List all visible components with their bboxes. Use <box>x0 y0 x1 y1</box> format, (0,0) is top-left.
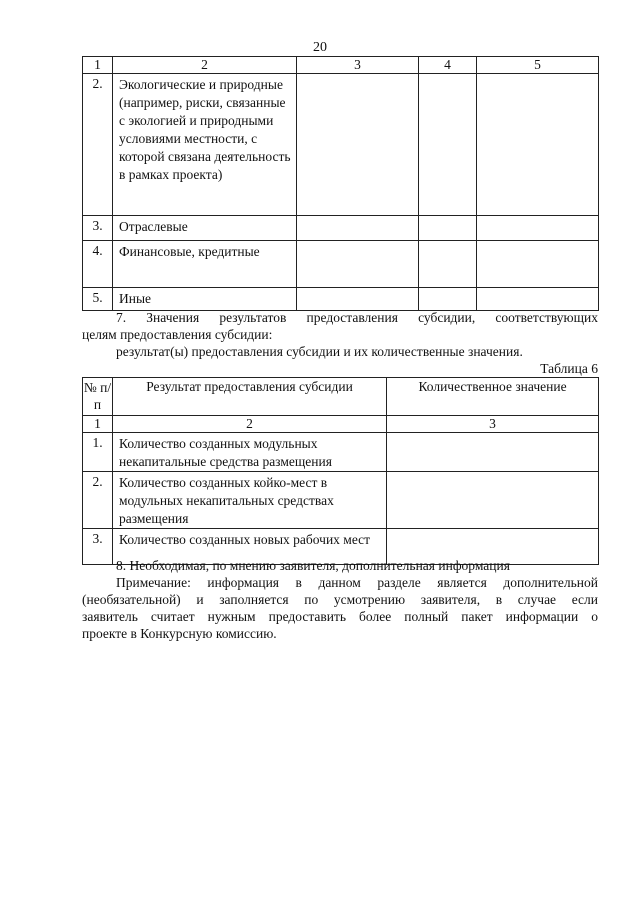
empty-cell <box>477 216 599 241</box>
row-number: 2. <box>83 74 113 216</box>
empty-cell <box>419 216 477 241</box>
col-header-result: Результат предоставления субсидии <box>113 378 387 416</box>
empty-cell <box>297 74 419 216</box>
table-row <box>83 288 599 311</box>
page-number: 20 <box>313 40 327 55</box>
section-7-text-cont: целям предоставления субсидии: <box>82 327 273 342</box>
column-number: 1 <box>83 416 113 433</box>
result-name: Количество созданных койко-мест в модульных некапитальных средствах размещения <box>113 472 387 529</box>
empty-cell <box>419 74 477 216</box>
empty-cell <box>297 216 419 241</box>
note-text: проекте в Конкурсную комиссию. <box>82 626 277 641</box>
header-cell: 1 <box>83 57 113 74</box>
risk-name: Экологические и природные (например, риски, связанные с экологией и природными условиями местности, с которой связана деятельность в рамках проекта) <box>113 74 297 216</box>
header-cell: 3 <box>297 57 419 74</box>
table-row <box>83 74 599 216</box>
section-7-results-line: результат(ы) предоставления субсидии и их количественные значения. <box>116 344 523 359</box>
col-header-number: № п/п <box>83 378 113 416</box>
col-header-value: Количественное значение <box>387 378 599 416</box>
header-cell: 4 <box>419 57 477 74</box>
empty-cell <box>477 74 599 216</box>
section-7-text: 7. Значения результатов предоставления субсидии, соответствующих <box>116 310 598 325</box>
table-caption: Таблица 6 <box>540 361 598 376</box>
row-number: 4. <box>83 241 113 288</box>
empty-cell <box>387 472 599 529</box>
risk-name: Финансовые, кредитные <box>113 241 297 288</box>
risk-table-header <box>83 57 599 74</box>
row-number: 2. <box>83 472 113 529</box>
risk-table <box>82 56 599 311</box>
header-cell: 2 <box>113 57 297 74</box>
column-number: 3 <box>387 416 599 433</box>
result-name: Количество созданных модульных некапитальные средства размещения <box>113 433 387 472</box>
empty-cell <box>419 241 477 288</box>
row-number: 3. <box>83 529 113 565</box>
table-row <box>83 472 599 529</box>
empty-cell <box>297 241 419 288</box>
results-table-header <box>83 378 599 416</box>
note-text: Примечание: информация в данном разделе является дополнительной <box>116 575 598 590</box>
empty-cell <box>387 433 599 472</box>
row-number: 1. <box>83 433 113 472</box>
column-number: 2 <box>113 416 387 433</box>
results-table <box>82 377 599 565</box>
note-text: заявитель считает нужным предоставить более полный пакет информации о <box>82 609 598 624</box>
empty-cell <box>419 288 477 311</box>
table-row <box>83 241 599 288</box>
table-row <box>83 216 599 241</box>
header-cell: 5 <box>477 57 599 74</box>
section-8-title: 8. Необходимая, по мнению заявителя, дополнительная информация <box>116 558 510 573</box>
empty-cell <box>297 288 419 311</box>
row-number: 5. <box>83 288 113 311</box>
note-text: (необязательной) и заполняется по усмотрению заявителя, в случае если <box>82 592 598 607</box>
column-numbering-row <box>83 416 599 433</box>
risk-name: Иные <box>113 288 297 311</box>
table-row <box>83 433 599 472</box>
risk-name: Отраслевые <box>113 216 297 241</box>
result-name: Количество созданных новых рабочих мест <box>113 529 387 565</box>
row-number: 3. <box>83 216 113 241</box>
empty-cell <box>477 288 599 311</box>
empty-cell <box>477 241 599 288</box>
